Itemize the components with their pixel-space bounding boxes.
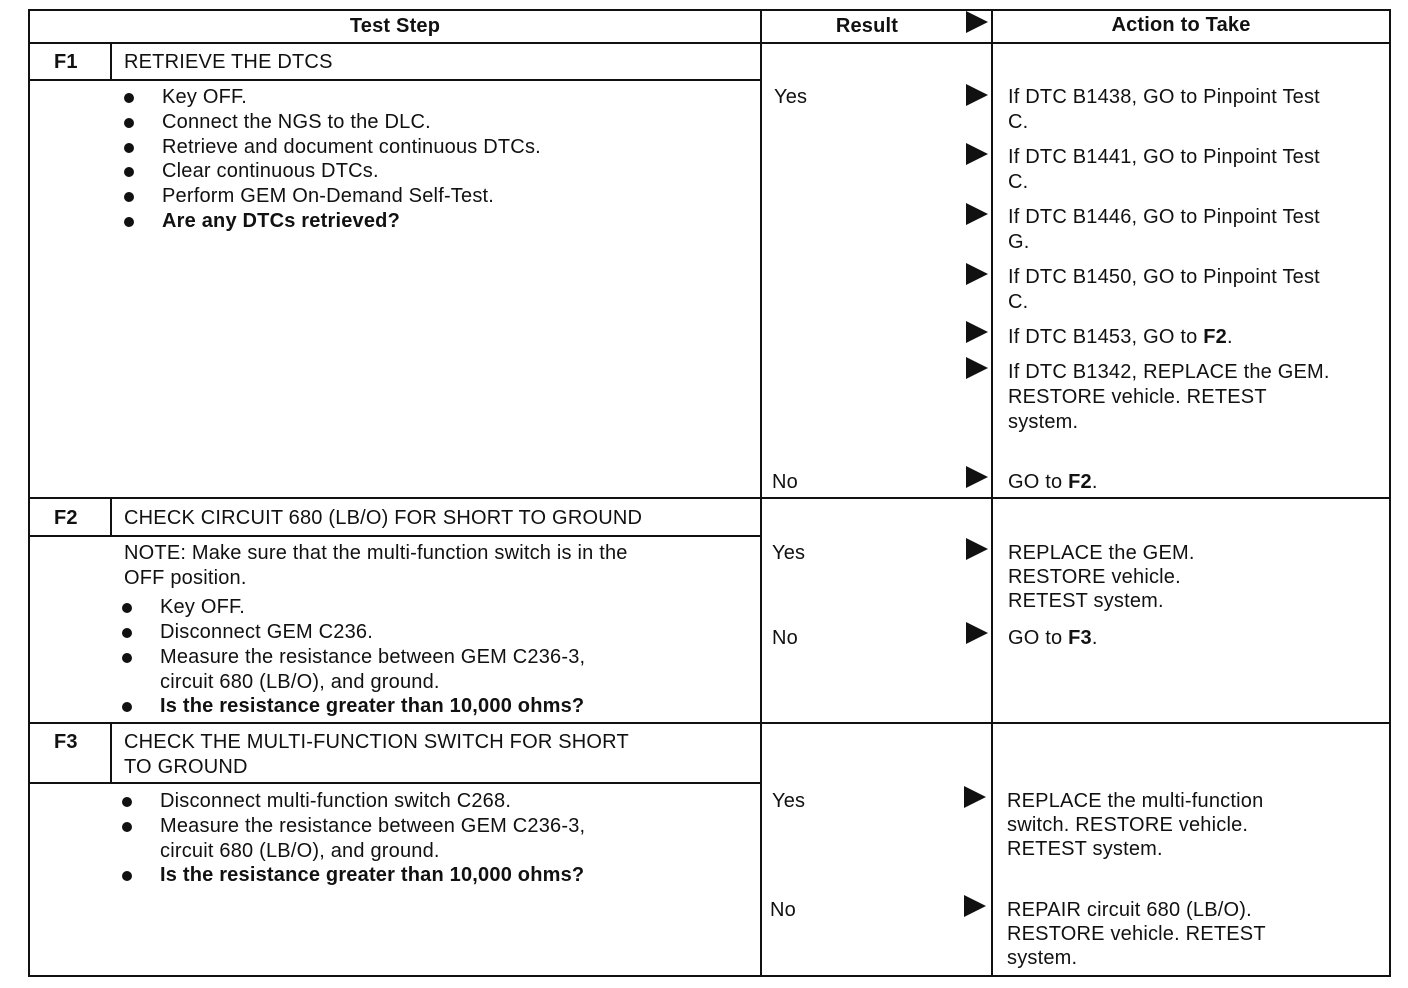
bullet-icon (124, 217, 134, 227)
f2-question: Is the resistance greater than 10,000 ohms? (160, 695, 585, 717)
arrow-right-icon (966, 357, 988, 379)
f1-action-b1438: If DTC B1438, GO to Pinpoint Test C. (1008, 86, 1320, 133)
bullet-icon (122, 653, 132, 663)
bullet-icon (122, 628, 132, 638)
header-result: Result (835, 15, 899, 37)
f1-bullet-text: Key OFF. (162, 86, 247, 108)
f2-note: NOTE: Make sure that the multi-function switch is in the OFF position. (124, 542, 628, 589)
bullet-icon (124, 93, 134, 103)
f3-title-bottom-border (28, 782, 761, 784)
f1-bullet-text: Connect the NGS to the DLC. (162, 111, 431, 133)
header-action: Action to Take (1111, 14, 1251, 36)
table-top-border (28, 9, 1390, 11)
f3-bullet-text: circuit 680 (LB/O), and ground. (160, 840, 440, 862)
f1-action-b1450: If DTC B1450, GO to Pinpoint Test C. (1008, 266, 1320, 313)
arrow-right-icon (966, 84, 988, 106)
result-column-divider (760, 9, 762, 977)
f1-bullet-text: Perform GEM On-Demand Self-Test. (162, 185, 495, 207)
f2-title-bottom-border (28, 535, 761, 537)
bullet-icon (122, 702, 132, 712)
f2-step-id: F2 (54, 507, 78, 529)
bullet-icon (124, 192, 134, 202)
f1-step-id: F1 (54, 51, 78, 73)
f2-result-no: No (772, 627, 798, 649)
bullet-icon (122, 797, 132, 807)
action-column-divider (991, 9, 993, 977)
f2-id-divider (110, 498, 112, 536)
f3-action-no: REPAIR circuit 680 (LB/O). RESTORE vehicle. RETEST system. (1007, 899, 1266, 969)
bullet-icon (122, 603, 132, 613)
bullet-icon (124, 118, 134, 128)
f2-action-yes: REPLACE the GEM. RESTORE vehicle. RETEST system. (1008, 542, 1195, 612)
f3-result-no: No (770, 899, 796, 921)
f1-step-title: RETRIEVE THE DTCS (124, 51, 333, 73)
f3-step-id: F3 (54, 731, 78, 753)
table-bottom-border (28, 975, 1390, 977)
f3-result-yes: Yes (772, 790, 806, 812)
arrow-right-icon (964, 895, 986, 917)
f1-result-no: No (772, 471, 798, 493)
f3-bullet-text: Measure the resistance between GEM C236-3, (160, 815, 586, 837)
bullet-icon (122, 871, 132, 881)
f3-step-title: CHECK THE MULTI-FUNCTION SWITCH FOR SHORT TO GROUND (124, 731, 629, 778)
arrow-right-icon (964, 786, 986, 808)
f2-bullet-text: Disconnect GEM C236. (160, 621, 373, 643)
f1-bullet-text: Retrieve and document continuous DTCs. (162, 136, 541, 158)
table-left-border (28, 9, 30, 977)
f2-bottom-border (28, 722, 1390, 724)
f2-result-yes: Yes (772, 542, 806, 564)
f2-bullet-text: circuit 680 (LB/O), and ground. (160, 671, 440, 693)
f1-question: Are any DTCs retrieved? (162, 210, 401, 232)
bullet-icon (122, 822, 132, 832)
f2-step-title: CHECK CIRCUIT 680 (LB/O) FOR SHORT TO GROUND (124, 507, 643, 529)
f1-action-b1446: If DTC B1446, GO to Pinpoint Test G. (1008, 206, 1320, 253)
f2-bullet-text: Measure the resistance between GEM C236-3, (160, 646, 586, 668)
table-right-border (1389, 9, 1391, 977)
arrow-right-icon (966, 538, 988, 560)
arrow-right-icon (966, 622, 988, 644)
arrow-right-icon (966, 466, 988, 488)
arrow-right-icon (966, 321, 988, 343)
f1-bottom-border (28, 497, 1390, 499)
bullet-icon (124, 167, 134, 177)
f3-bullet-text: Disconnect multi-function switch C268. (160, 790, 512, 812)
f1-action-b1342: If DTC B1342, REPLACE the GEM. RESTORE vehicle. RETEST system. (1008, 361, 1330, 433)
f1-action-b1441: If DTC B1441, GO to Pinpoint Test C. (1008, 146, 1320, 193)
f1-bullet-text: Clear continuous DTCs. (162, 160, 379, 182)
bullet-icon (124, 143, 134, 153)
header-arrow-icon (966, 11, 988, 33)
f1-result-yes: Yes (774, 86, 808, 108)
f3-question: Is the resistance greater than 10,000 ohms? (160, 864, 585, 886)
f2-bullet-text: Key OFF. (160, 596, 245, 618)
f1-action-no: GO to F2. (1008, 471, 1098, 493)
arrow-right-icon (966, 263, 988, 285)
header-bottom-border (28, 42, 1390, 44)
f1-action-b1453: If DTC B1453, GO to F2. (1008, 326, 1233, 348)
f1-id-divider (110, 43, 112, 80)
f3-action-yes: REPLACE the multi-function switch. RESTORE vehicle. RETEST system. (1007, 790, 1264, 860)
f3-id-divider (110, 723, 112, 783)
arrow-right-icon (966, 143, 988, 165)
f2-action-no: GO to F3. (1008, 627, 1098, 649)
header-test-step: Test Step (349, 15, 441, 37)
arrow-right-icon (966, 203, 988, 225)
f1-title-bottom-border (28, 79, 761, 81)
